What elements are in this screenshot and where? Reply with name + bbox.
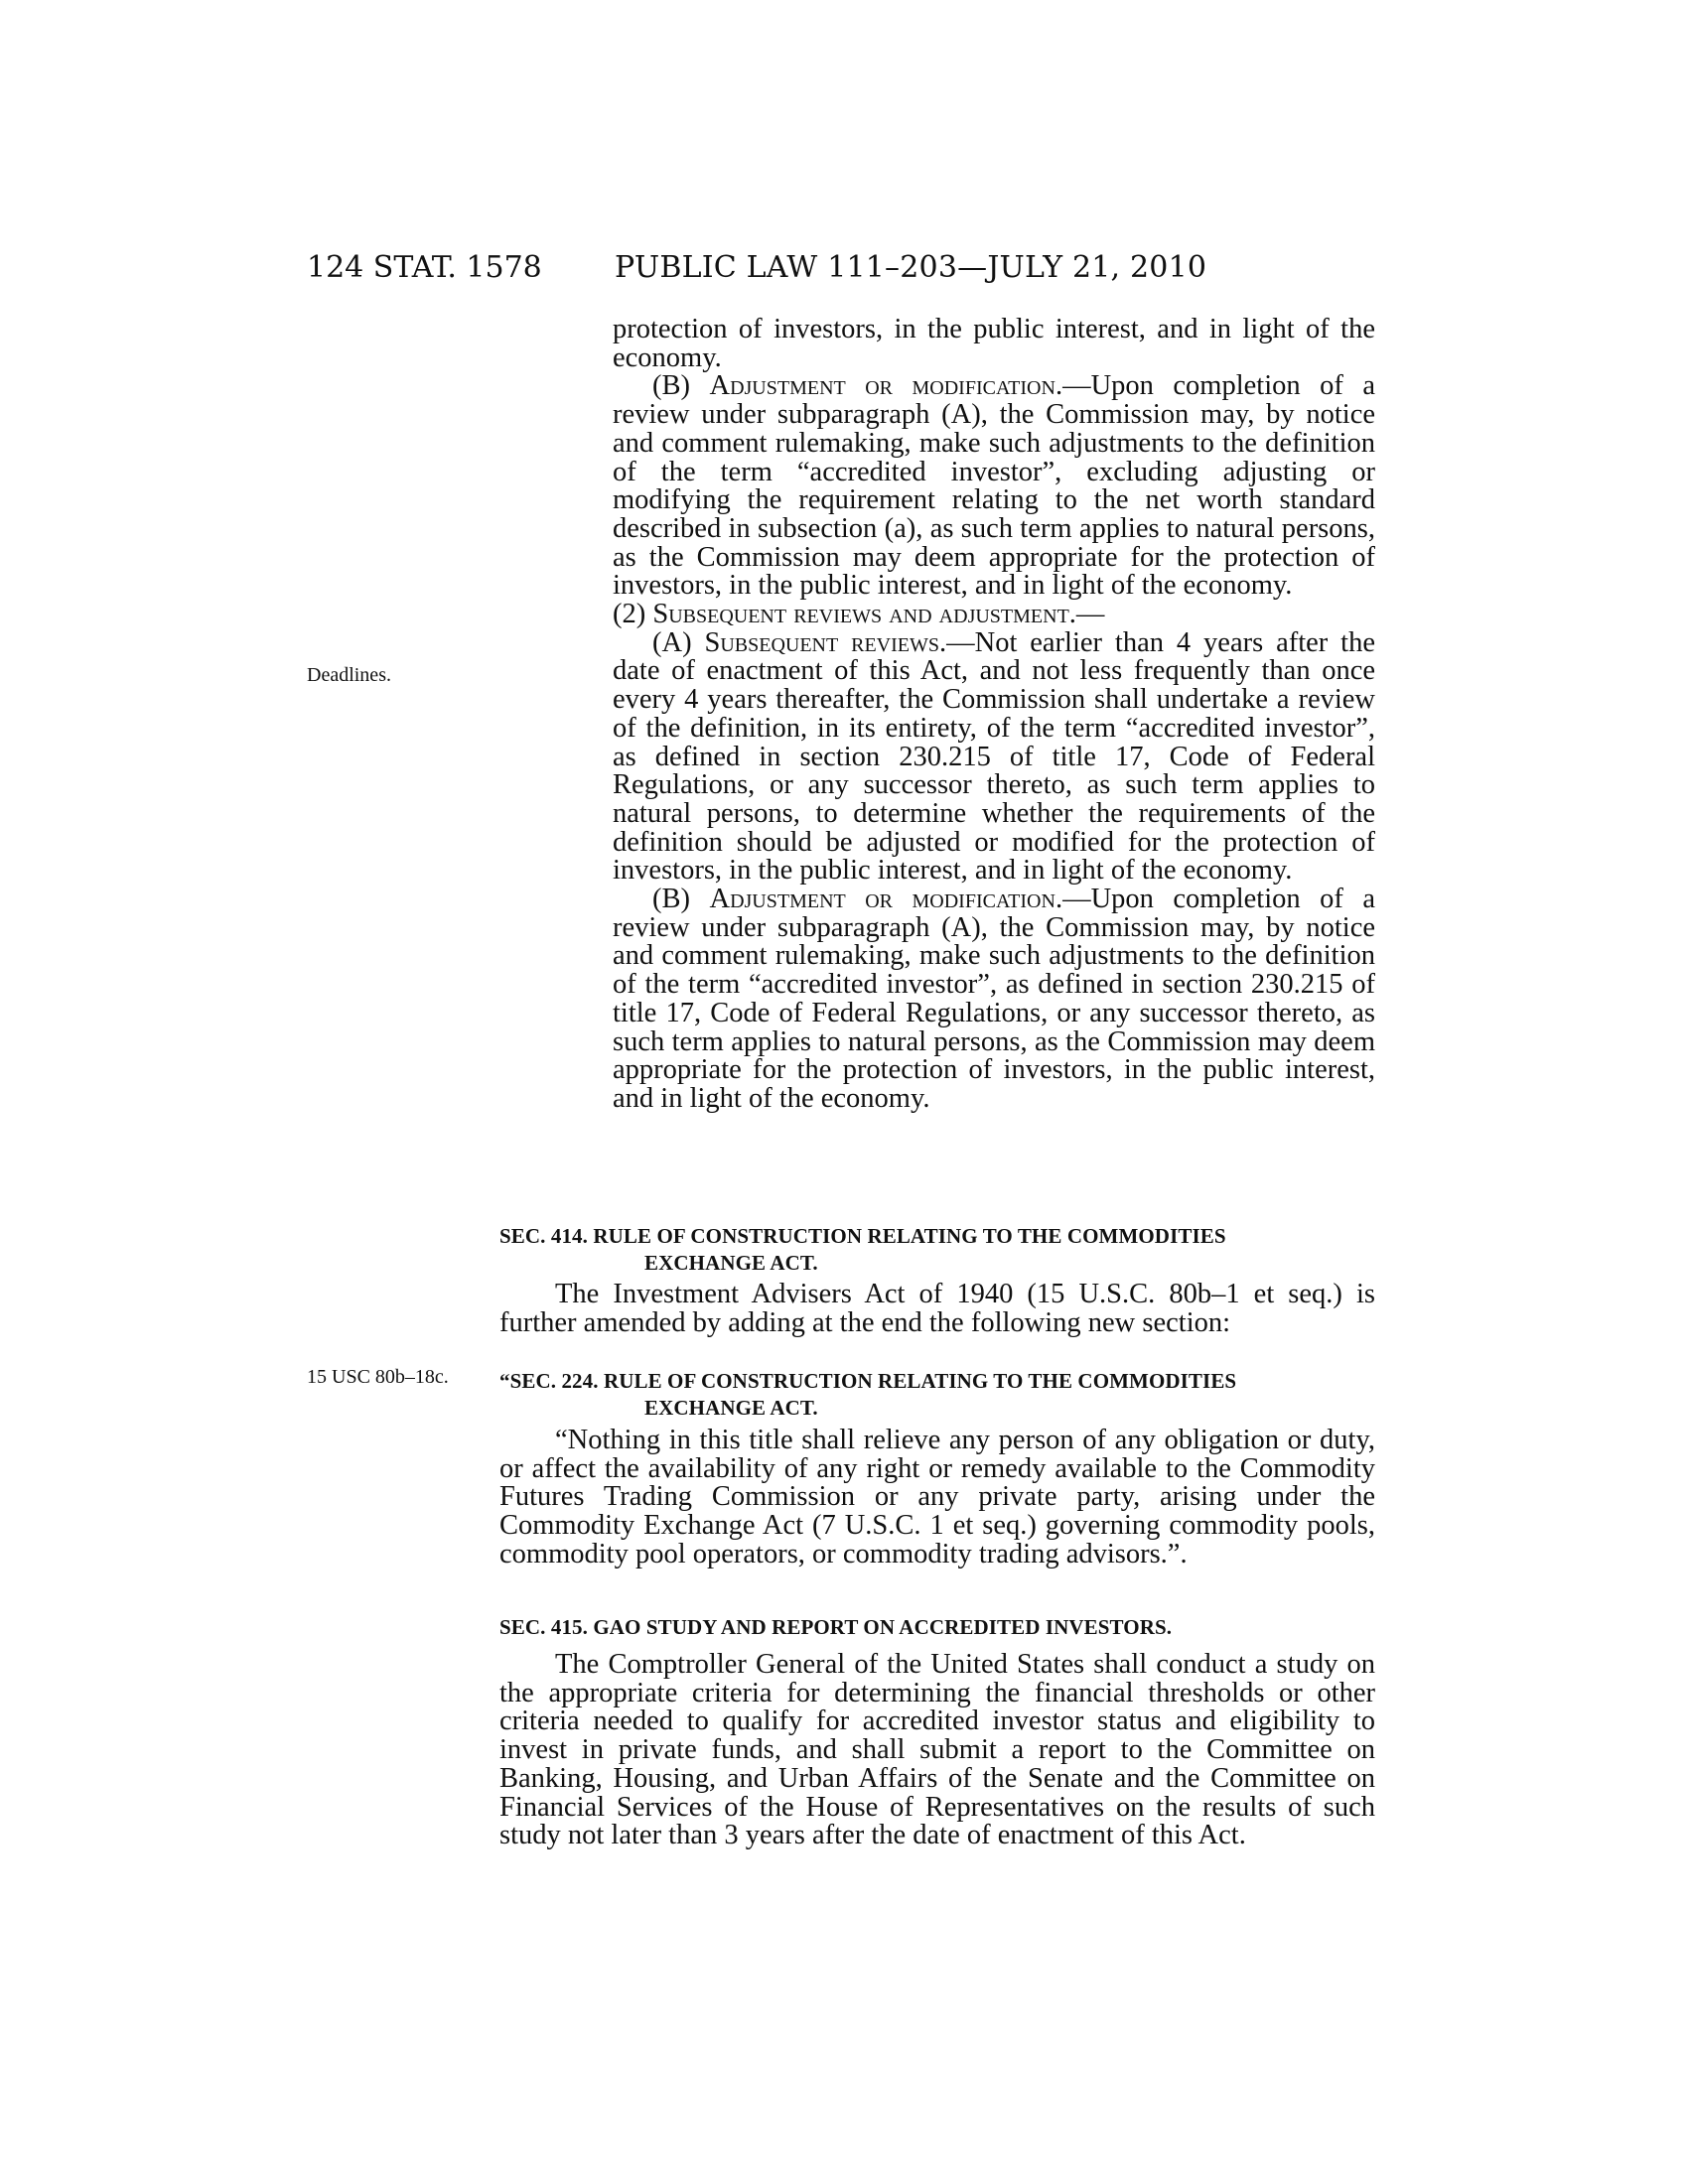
paragraph-2-heading: (2) Subsequent reviews and adjustment.—: [613, 599, 1105, 630]
subparagraph-heading: Subsequent reviews: [704, 626, 939, 658]
subparagraph-heading: Adjustment or modification: [709, 370, 1055, 402]
statutory-text-block: [613, 316, 1375, 1114]
running-head: PUBLIC LAW 111–203—JULY 21, 2010: [615, 250, 1207, 285]
margin-note-deadlines: Deadlines.: [307, 664, 391, 686]
subparagraph-a-subsequent-reviews: (A) Subsequent reviews.—Not earlier than 4 years after the date of enactment of this Act, and not less frequently than once every 4 years thereafter, the Commission shall undertake a review of the definition, in its entirety, of the term “accredited investor”, as defined in section 230.215 of title 17, Code of Federal Regulations, or any successor thereto, as such term applies to natural persons, to determine whether the requirements of the definition should be adjusted or modified for the protection of investors, in the public interest, and in light of the economy.: [613, 626, 1375, 887]
section-414-heading: SEC. 414. RULE OF CONSTRUCTION RELATING TO THE COMMODITIES EXCHANGE ACT.: [499, 1224, 1226, 1275]
subparagraph-b-adjustment: (B) Adjustment or modification.—Upon completion of a review under subparagraph (A), the Commission may, by notice and comment rulemaking, make such adjustments to the definition of the term “accredited investor”, excluding adjusting or modifying the requirement relating to the net worth standard described in subsection (a), as such term applies to natural persons, as the Commission may deem appropriate for the protection of investors, in the public interest, and in light of the economy.: [613, 370, 1375, 602]
subparagraph-heading: Adjustment or modification: [709, 884, 1055, 915]
section-415-text: The Comptroller General of the United States shall conduct a study on the appropriate criteria for determining the financial thresholds or other criteria needed to qualify for accredited investor status and eligibility to invest in private funds, and shall submit a report to the Committee on Banking, Housing, and Urban Affairs of the Senate and the Committee on Financial Services of the House of Representatives on the results of such study not later than 3 years after the date of enactment of this Act.: [499, 1649, 1375, 1851]
margin-note-usc-citation: 15 USC 80b–18c.: [307, 1366, 449, 1388]
subparagraph-b2-adjustment: (B) Adjustment or modification.—Upon completion of a review under subparagraph (A), the Commission may, by notice and comment rulemaking, make such adjustments to the definition of the term “accredited investor”, as defined in section 230.215 of title 17, Code of Federal Regulations, or any successor thereto, as such term applies to natural persons, as the Commission may deem appropriate for the protection of investors, in the public interest, and in light of the economy.: [613, 884, 1375, 1114]
section-414-text: The Investment Advisers Act of 1940 (15 U.S.C. 80b–1 et seq.) is further amended by adding at the end the following new section:: [499, 1279, 1375, 1338]
continued-paragraph: protection of investors, in the public interest, and in light of the economy.: [613, 314, 1375, 373]
section-415-heading: SEC. 415. GAO STUDY AND REPORT ON ACCREDITED INVESTORS.: [499, 1615, 1173, 1639]
paragraph-heading: Subsequent reviews and adjustment: [652, 599, 1069, 630]
section-224-heading: “SEC. 224. RULE OF CONSTRUCTION RELATING TO THE COMMODITIES EXCHANGE ACT.: [499, 1369, 1237, 1420]
section-224-text: “Nothing in this title shall relieve any person of any obligation or duty, or affect the availability of any right or remedy available to the Commodity Futures Trading Commission or any private party, arising under the Commodity Exchange Act (7 U.S.C. 1 et seq.) governing commodity pools, commodity pool operators, or commodity trading advisors.”.: [499, 1425, 1375, 1570]
statute-page-reference: 124 STAT. 1578: [307, 250, 542, 285]
